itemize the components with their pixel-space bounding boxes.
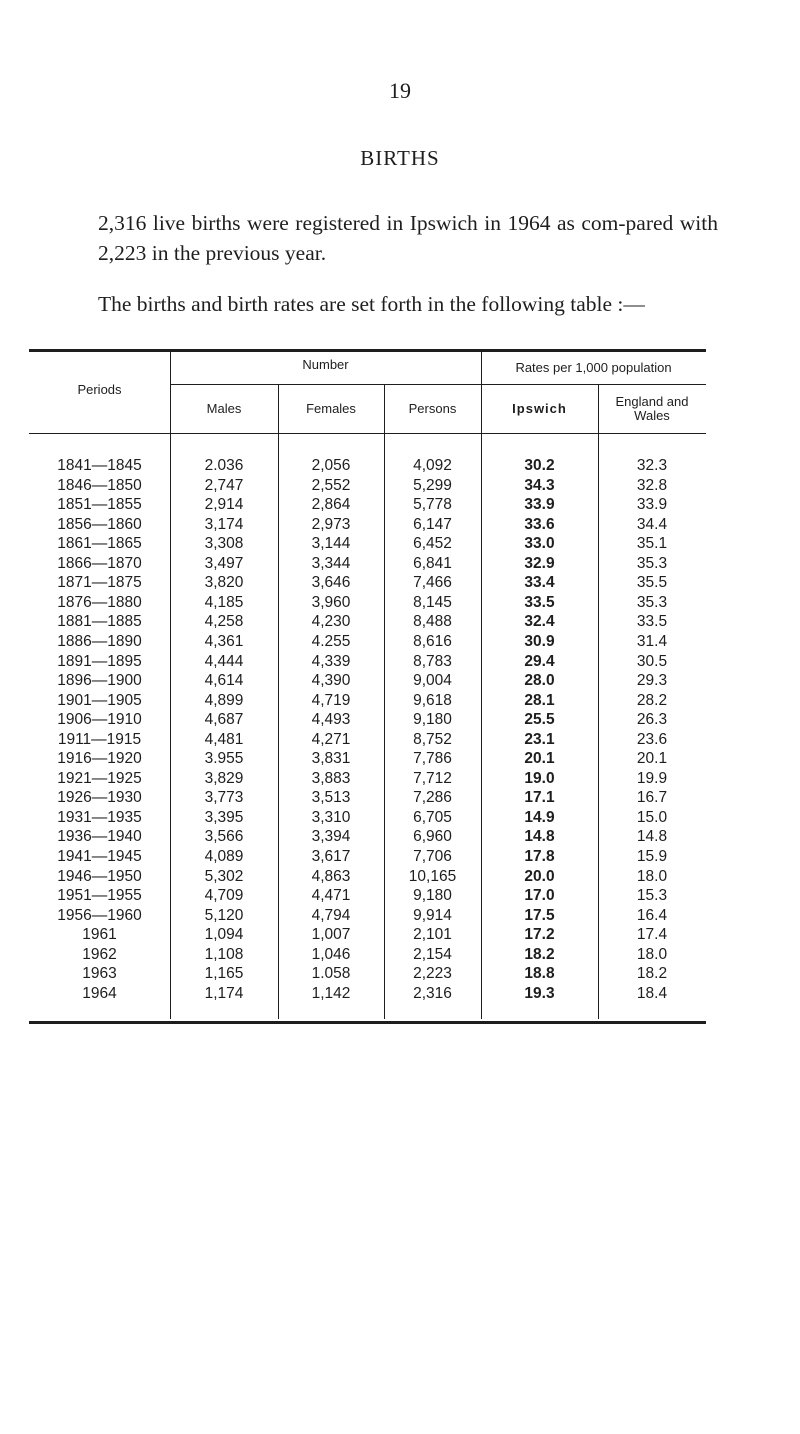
males-cell: 2,914 (204, 496, 244, 513)
header-bottom-rule (29, 433, 706, 434)
england-wales-rate-cell: 15.3 (636, 887, 668, 904)
persons-cell: 8,752 (413, 731, 452, 748)
males-cell: 4,361 (204, 633, 244, 650)
males-cell: 4,185 (204, 594, 244, 611)
period-cell: 1963 (82, 965, 117, 982)
males-cell: 4,481 (204, 731, 244, 748)
females-cell: 1.058 (311, 965, 351, 982)
ipswich-rate-cell: 33.0 (524, 535, 555, 552)
males-cell: 1,165 (204, 965, 244, 982)
males-cell: 3,820 (204, 574, 244, 591)
period-cell: 1846—1850 (57, 477, 142, 494)
persons-header: Persons (408, 401, 457, 416)
females-cell: 4,390 (311, 672, 351, 689)
period-cell: 1891—1895 (57, 653, 142, 670)
females-cell: 3,617 (311, 848, 351, 865)
males-cell: 4,614 (204, 672, 244, 689)
england-wales-rate-cell: 35.3 (636, 555, 668, 572)
period-cell: 1866—1870 (57, 555, 142, 572)
ipswich-rate-cell: 29.4 (524, 653, 555, 670)
england-wales-rate-cell: 32.8 (636, 477, 668, 494)
ipswich-rate-cell: 33.6 (524, 516, 555, 533)
england-wales-rate-cell: 19.9 (636, 770, 668, 787)
males-cell: 2,747 (204, 477, 244, 494)
england-wales-rate-cell: 33.5 (636, 613, 668, 630)
persons-cell: 5,778 (413, 496, 452, 513)
males-cell: 5,302 (204, 868, 244, 885)
persons-cell: 2,223 (413, 965, 452, 982)
persons-cell: 10,165 (408, 868, 457, 885)
england-wales-rate-cell: 35.5 (636, 574, 668, 591)
period-cell: 1951—1955 (57, 887, 142, 904)
persons-cell: 9,180 (413, 711, 452, 728)
period-cell: 1876—1880 (57, 594, 142, 611)
females-cell: 3,831 (311, 750, 351, 767)
period-cell: 1961 (82, 926, 117, 943)
females-cell: 1,046 (311, 946, 351, 963)
period-cell: 1936—1940 (57, 828, 142, 845)
persons-cell: 7,786 (413, 750, 452, 767)
ipswich-rate-cell: 14.8 (524, 828, 555, 845)
males-cell: 1,108 (204, 946, 244, 963)
females-cell: 2,864 (311, 496, 351, 513)
persons-cell: 9,914 (413, 907, 452, 924)
ipswich-rate-cell: 32.9 (524, 555, 555, 572)
persons-cell: 7,466 (413, 574, 452, 591)
males-cell: 4,709 (204, 887, 244, 904)
period-cell: 1856—1860 (57, 516, 142, 533)
period-cell: 1926—1930 (57, 789, 142, 806)
england-wales-rate-cell: 34.4 (636, 516, 668, 533)
persons-cell: 6,452 (413, 535, 452, 552)
england-wales-rate-cell: 18.0 (636, 868, 668, 885)
males-cell: 3,174 (204, 516, 244, 533)
males-cell: 5,120 (204, 907, 244, 924)
females-cell: 3,310 (311, 809, 351, 826)
england-wales-rate-cell: 20.1 (636, 750, 668, 767)
ipswich-rate-cell: 17.5 (524, 907, 555, 924)
persons-cell: 6,705 (413, 809, 452, 826)
females-cell: 4,471 (311, 887, 351, 904)
table-bottom-rule (29, 1021, 706, 1024)
females-cell: 4,230 (311, 613, 351, 630)
females-cell: 3,344 (311, 555, 351, 572)
ipswich-rate-cell: 30.9 (524, 633, 555, 650)
persons-cell: 8,616 (413, 633, 452, 650)
ipswich-rate-cell: 17.8 (524, 848, 555, 865)
males-cell: 3,497 (204, 555, 244, 572)
females-cell: 4,719 (311, 692, 351, 709)
males-cell: 3.955 (204, 750, 244, 767)
ipswich-rate-cell: 33.4 (524, 574, 555, 591)
persons-cell: 9,004 (413, 672, 452, 689)
england-wales-rate-cell: 16.7 (636, 789, 668, 806)
persons-cell: 9,180 (413, 887, 452, 904)
females-header: Females (306, 401, 356, 416)
england-wales-rate-cell: 30.5 (636, 653, 668, 670)
table-top-rule (29, 349, 706, 352)
period-cell: 1964 (82, 985, 117, 1002)
ipswich-rate-cell: 19.0 (524, 770, 555, 787)
ipswich-rate-cell: 17.2 (524, 926, 555, 943)
england-wales-rate-cell: 16.4 (636, 907, 668, 924)
females-cell: 4.255 (311, 633, 351, 650)
ipswich-rate-cell: 33.5 (524, 594, 555, 611)
persons-cell: 4,092 (413, 457, 452, 474)
ipswich-rate-cell: 18.2 (524, 946, 555, 963)
england-wales-rate-cell: 14.8 (636, 828, 668, 845)
ipswich-rate-cell: 23.1 (524, 731, 555, 748)
persons-cell: 6,147 (413, 516, 452, 533)
ipswich-rate-cell: 19.3 (524, 985, 555, 1002)
period-cell: 1946—1950 (57, 868, 142, 885)
females-cell: 2,056 (311, 457, 351, 474)
persons-cell: 8,145 (413, 594, 452, 611)
females-cell: 2,552 (311, 477, 351, 494)
ipswich-rate-cell: 17.0 (524, 887, 555, 904)
persons-cell: 9,618 (413, 692, 452, 709)
females-cell: 1,142 (311, 985, 351, 1002)
period-cell: 1931—1935 (57, 809, 142, 826)
males-cell: 4,687 (204, 711, 244, 728)
females-cell: 1,007 (311, 926, 351, 943)
persons-cell: 2,154 (413, 946, 452, 963)
england-wales-rate-cell: 26.3 (636, 711, 668, 728)
males-cell: 3,395 (204, 809, 244, 826)
persons-cell: 5,299 (413, 477, 452, 494)
england-wales-rate-cell: 29.3 (636, 672, 668, 689)
persons-cell: 2,101 (413, 926, 452, 943)
england-wales-rate-cell: 18.0 (636, 946, 668, 963)
persons-cell: 2,316 (413, 985, 452, 1002)
ipswich-rate-cell: 25.5 (524, 711, 555, 728)
males-cell: 3,773 (204, 789, 244, 806)
page-number: 19 (389, 78, 411, 103)
females-cell: 3,883 (311, 770, 351, 787)
persons-cell: 6,960 (413, 828, 452, 845)
females-cell: 4,794 (311, 907, 351, 924)
periods-header: Periods (77, 382, 122, 397)
period-cell: 1841—1845 (57, 457, 142, 474)
ipswich-rate-cell: 20.1 (524, 750, 555, 767)
males-cell: 1,174 (204, 985, 244, 1002)
ipswich-rate-cell: 18.8 (524, 965, 555, 982)
males-cell: 3,308 (204, 535, 244, 552)
females-cell: 3,513 (311, 789, 351, 806)
males-cell: 4,258 (204, 613, 244, 630)
period-cell: 1916—1920 (57, 750, 142, 767)
persons-cell: 7,706 (413, 848, 452, 865)
england-wales-rate-cell: 15.9 (636, 848, 668, 865)
males-cell: 4,899 (204, 692, 244, 709)
males-cell: 3,829 (204, 770, 244, 787)
period-cell: 1896—1900 (57, 672, 142, 689)
period-cell: 1962 (82, 946, 117, 963)
females-cell: 3,960 (311, 594, 351, 611)
males-cell: 1,094 (204, 926, 244, 943)
england-wales-rate-cell: 28.2 (636, 692, 668, 709)
period-cell: 1941—1945 (57, 848, 142, 865)
period-cell: 1861—1865 (57, 535, 142, 552)
persons-cell: 7,712 (413, 770, 452, 787)
females-cell: 3,144 (311, 535, 351, 552)
england-wales-rate-cell: 35.1 (636, 535, 668, 552)
rates-group-header: Rates per 1,000 population (515, 360, 672, 375)
england-wales-header: England and Wales (615, 394, 689, 423)
period-cell: 1956—1960 (57, 907, 142, 924)
ipswich-rate-cell: 20.0 (524, 868, 555, 885)
ipswich-rate-cell: 33.9 (524, 496, 555, 513)
females-cell: 3,394 (311, 828, 351, 845)
period-cell: 1911—1915 (57, 731, 142, 748)
ipswich-rate-cell: 14.9 (524, 809, 555, 826)
females-cell: 4,271 (311, 731, 351, 748)
males-cell: 3,566 (204, 828, 244, 845)
ipswich-rate-cell: 28.0 (524, 672, 555, 689)
persons-cell: 8,783 (413, 653, 452, 670)
period-cell: 1851—1855 (57, 496, 142, 513)
persons-cell: 7,286 (413, 789, 452, 806)
intro-paragraph: 2,316 live births were registered in Ipswich in 1964 as com-pared with 2,223 in the previous year. (98, 211, 718, 265)
males-cell: 2.036 (204, 457, 244, 474)
england-wales-rate-cell: 31.4 (636, 633, 668, 650)
ipswich-rate-cell: 30.2 (524, 457, 555, 474)
ipswich-rate-cell: 17.1 (524, 789, 555, 806)
group-header-rule (170, 384, 706, 385)
period-cell: 1901—1905 (57, 692, 142, 709)
england-wales-rate-cell: 18.4 (636, 985, 668, 1002)
period-cell: 1921—1925 (57, 770, 142, 787)
england-wales-rate-cell: 33.9 (636, 496, 668, 513)
persons-cell: 6,841 (413, 555, 452, 572)
males-header: Males (206, 401, 242, 416)
england-wales-rate-cell: 15.0 (636, 809, 668, 826)
period-cell: 1886—1890 (57, 633, 142, 650)
england-wales-rate-cell: 17.4 (636, 926, 668, 943)
table-intro-paragraph: The births and birth rates are set forth in the following table :— (98, 292, 645, 316)
ipswich-rate-cell: 28.1 (524, 692, 555, 709)
period-cell: 1881—1885 (57, 613, 142, 630)
period-cell: 1906—1910 (57, 711, 142, 728)
england-wales-rate-cell: 35.3 (636, 594, 668, 611)
females-cell: 2,973 (311, 516, 351, 533)
number-group-header: Number (302, 357, 349, 372)
females-cell: 3,646 (311, 574, 351, 591)
page-title: BIRTHS (360, 146, 440, 170)
england-wales-rate-cell: 18.2 (636, 965, 668, 982)
persons-cell: 8,488 (413, 613, 452, 630)
males-cell: 4,444 (204, 653, 244, 670)
england-wales-rate-cell: 32.3 (636, 457, 668, 474)
england-wales-rate-cell: 23.6 (636, 731, 668, 748)
ipswich-rate-cell: 32.4 (524, 613, 555, 630)
females-cell: 4,339 (311, 653, 351, 670)
females-cell: 4,863 (311, 868, 351, 885)
period-cell: 1871—1875 (57, 574, 142, 591)
males-cell: 4,089 (204, 848, 244, 865)
ipswich-header: Ipswich (512, 401, 567, 416)
ipswich-rate-cell: 34.3 (524, 477, 555, 494)
females-cell: 4,493 (311, 711, 351, 728)
